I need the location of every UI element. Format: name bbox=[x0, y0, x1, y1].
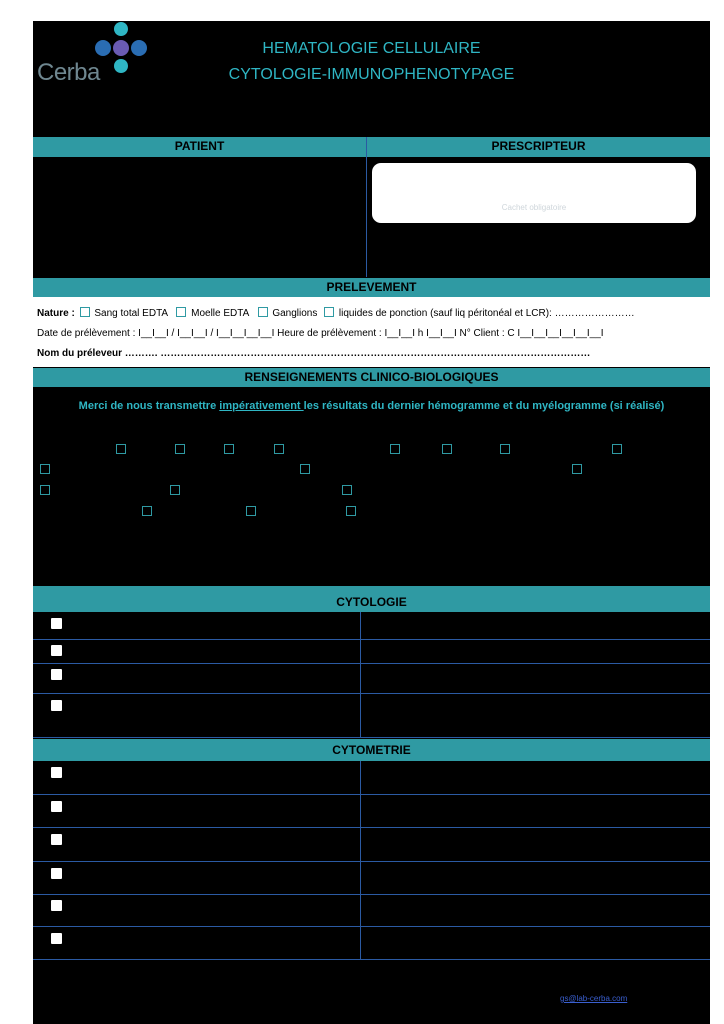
clinical-checkbox[interactable] bbox=[612, 444, 622, 454]
cytometrie-checkbox[interactable] bbox=[51, 868, 62, 879]
clinical-checkbox[interactable] bbox=[274, 444, 284, 454]
clinical-checkbox[interactable] bbox=[116, 444, 126, 454]
clinical-checkbox[interactable] bbox=[175, 444, 185, 454]
page-title: HEMATOLOGIE CELLULAIRE bbox=[262, 40, 481, 57]
clinical-checkbox[interactable] bbox=[500, 444, 510, 454]
preleveur-line[interactable]: Nom du préleveur ………. ………………………………………………………………………………………………………………… bbox=[37, 348, 591, 359]
checkbox-moelle[interactable] bbox=[176, 307, 186, 317]
column-divider bbox=[366, 137, 367, 277]
row-divider bbox=[33, 663, 710, 664]
clinical-checkbox[interactable] bbox=[40, 485, 50, 495]
renseignements-header: RENSEIGNEMENTS CLINICO-BIOLOGIQUES bbox=[33, 368, 710, 387]
clinical-checkbox[interactable] bbox=[246, 506, 256, 516]
row-divider bbox=[33, 861, 710, 862]
prescripteur-header: PRESCRIPTEUR bbox=[367, 137, 710, 156]
clinical-checkbox[interactable] bbox=[572, 464, 582, 474]
prelevement-header: PRELEVEMENT bbox=[33, 278, 710, 297]
row-divider bbox=[33, 737, 710, 738]
nature-line bbox=[37, 307, 635, 319]
patient-area[interactable] bbox=[33, 157, 366, 276]
clinical-checkbox[interactable] bbox=[442, 444, 452, 454]
page-subtitle: CYTOLOGIE-IMMUNOPHENOTYPAGE bbox=[228, 66, 515, 83]
cytometrie-checkbox[interactable] bbox=[51, 834, 62, 845]
footer-email-link[interactable]: gs@lab-cerba.com bbox=[560, 994, 628, 1003]
stamp-box[interactable] bbox=[372, 163, 696, 223]
row-divider bbox=[33, 894, 710, 895]
notice-before: Merci de nous transmettre bbox=[78, 400, 220, 412]
clinical-checkbox[interactable] bbox=[390, 444, 400, 454]
cytometrie-checkbox[interactable] bbox=[51, 933, 62, 944]
clinical-checkbox[interactable] bbox=[300, 464, 310, 474]
row-divider bbox=[33, 639, 710, 640]
logo-wordmark: Cerba bbox=[37, 59, 100, 86]
date-line[interactable]: Date de prélèvement : I__I__I / I__I__I / I__I__I__I__I Heure de prélèvement : I__I__I h I__I__I N° Client : C I__I__I__I__I__I__I bbox=[37, 328, 604, 339]
clinical-checkbox[interactable] bbox=[224, 444, 234, 454]
cytometrie-checkbox[interactable] bbox=[51, 801, 62, 812]
row-divider bbox=[33, 926, 710, 927]
cytologie-column-divider bbox=[360, 612, 361, 737]
option-moelle: Moelle EDTA bbox=[191, 308, 249, 319]
cytologie-checkbox[interactable] bbox=[51, 700, 62, 711]
checkbox-ganglions[interactable] bbox=[258, 307, 268, 317]
notice-after: les résultats du dernier hémogramme et du myélogramme (si réalisé) bbox=[303, 400, 665, 412]
cytometrie-column-divider bbox=[360, 761, 361, 959]
clinical-checkbox[interactable] bbox=[40, 464, 50, 474]
option-sang: Sang total EDTA bbox=[94, 308, 168, 319]
clinical-checkbox[interactable] bbox=[342, 485, 352, 495]
prelevement-panel bbox=[33, 297, 710, 367]
cytologie-header: CYTOLOGIE bbox=[33, 586, 710, 612]
cytometrie-checkbox[interactable] bbox=[51, 900, 62, 911]
stamp-placeholder: Cachet obligatoire bbox=[501, 203, 567, 212]
clinical-checkbox[interactable] bbox=[142, 506, 152, 516]
notice-emphasis: impérativement bbox=[219, 400, 304, 412]
checkbox-sang[interactable] bbox=[80, 307, 90, 317]
row-divider bbox=[33, 794, 710, 795]
cytometrie-checkbox[interactable] bbox=[51, 767, 62, 778]
cytologie-checkbox[interactable] bbox=[51, 618, 62, 629]
renseignements-notice bbox=[33, 400, 710, 412]
option-ganglions: Ganglions bbox=[272, 308, 318, 319]
patient-header: PATIENT bbox=[33, 137, 366, 156]
option-liquides: liquides de ponction (sauf liq péritonéal et LCR): …………………… bbox=[338, 308, 635, 319]
row-divider bbox=[33, 959, 710, 960]
row-divider bbox=[33, 827, 710, 828]
cytometrie-header: CYTOMETRIE bbox=[33, 739, 710, 761]
form-page bbox=[33, 21, 710, 1024]
checkbox-liquides[interactable] bbox=[324, 307, 334, 317]
cytologie-checkbox[interactable] bbox=[51, 645, 62, 656]
nature-label: Nature : bbox=[37, 308, 75, 319]
clinical-checkbox[interactable] bbox=[346, 506, 356, 516]
cytologie-checkbox[interactable] bbox=[51, 669, 62, 680]
row-divider bbox=[33, 693, 710, 694]
clinical-checkbox[interactable] bbox=[170, 485, 180, 495]
